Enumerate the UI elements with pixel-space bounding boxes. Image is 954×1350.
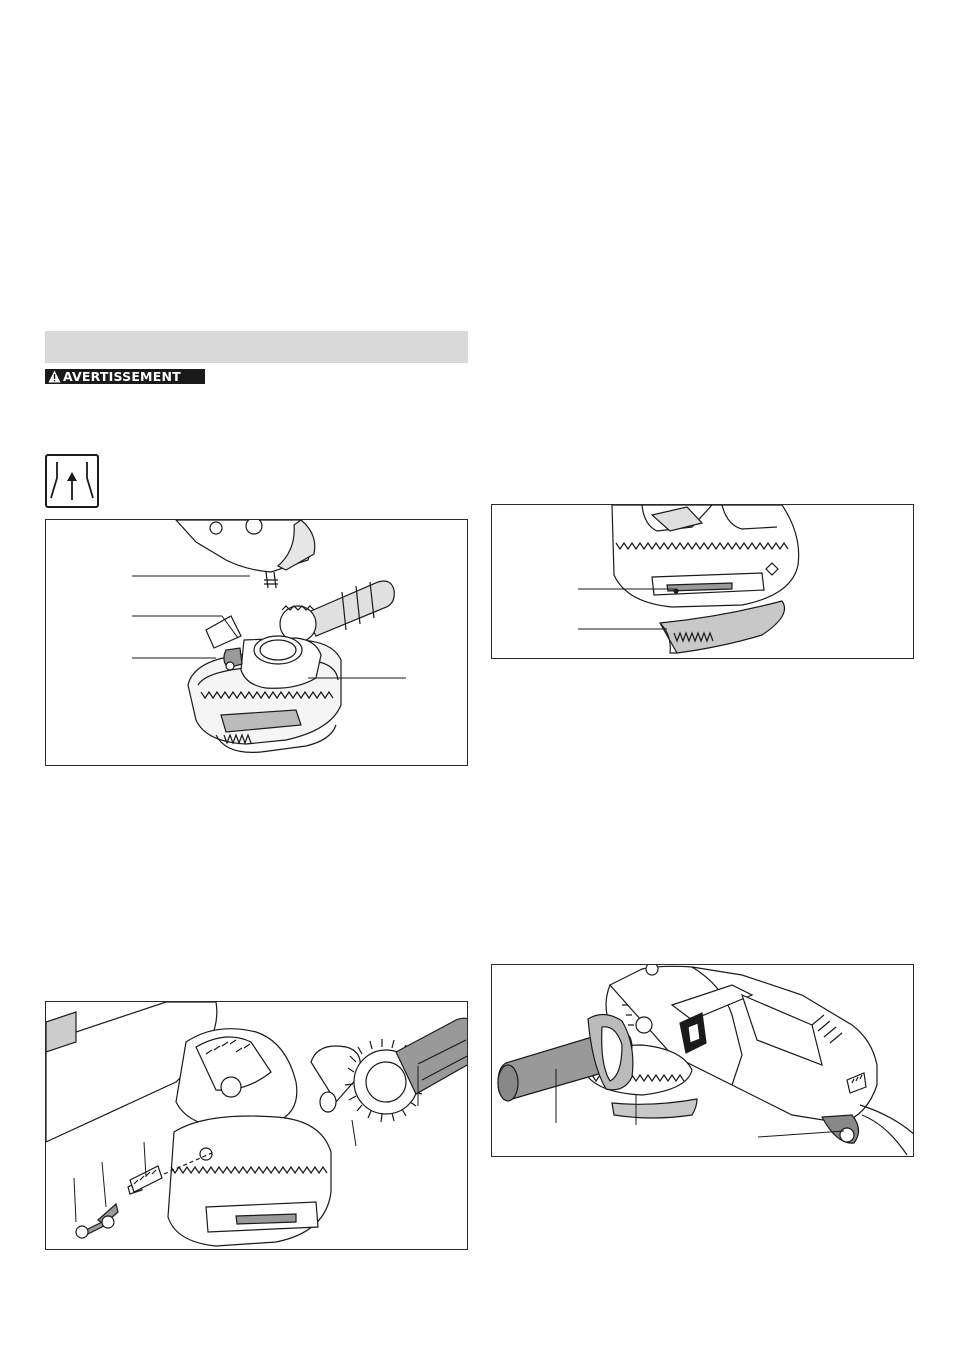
warning-triangle-icon [48, 370, 61, 383]
warning-label: AVERTISSEMENT [63, 369, 181, 384]
wear-direction-arrow-icon [45, 454, 99, 508]
section-header-bar [45, 331, 468, 363]
side-handle-assembly-figure [45, 1001, 468, 1250]
guard-adjustment-figure [491, 504, 914, 659]
warning-badge [45, 369, 205, 384]
grinder-overview-figure [491, 964, 914, 1157]
guard-installation-figure [45, 519, 468, 766]
